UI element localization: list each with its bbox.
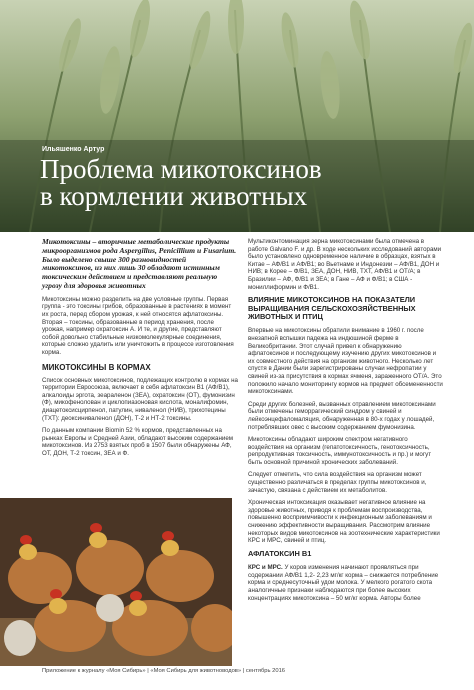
section-heading: МИКОТОКСИНЫ В КОРМАХ <box>42 362 151 372</box>
right-column <box>248 238 444 607</box>
title-line-2: в кормлении животных <box>40 181 308 211</box>
chickens-illustration <box>0 498 232 666</box>
paragraph: Хроническая интоксикация оказывает негативное влияние на здоровье животных, приводя к проблемам воспроизводства, повышенно восприимчивости к инфекционным заболеваниям и снижению эффективности выращивания. Рассмотрим влияние некоторых видов микотоксинов на зоотехнические характеристики КРС и МРС, свиней и птиц. <box>248 499 440 545</box>
paragraph: По данным компании Biomin 52 % кормов, представленных на рынках Европы и Средней Азии, обладают высоким содержанием микотоксинов. Из 2753 взятых проб в 1507 были обнаружены АФ, ОТ, ДОН, Т-2 токсин, ЗЕА и Ф. <box>42 427 234 457</box>
paragraph: Впервые на микотоксины обратили внимание в 1960 г. после внезапной вспышки падежа на индюшиной ферме в Великобритании. Этот случай привел к обнаружению афлатоксинов и последующему изучению других микотоксинов и их совместного действия на организм животного. Несколько лет спустя в Дании были зарегистрированы случаи нефропатии у свиней из-за присутствия в кормах ячменя, зараженного ОТ/А. Это положило начало мониторингу кормов на предмет обсемененности микотоксинами. <box>248 327 443 396</box>
chickens-photo <box>0 498 232 666</box>
inline-lead: КРС и МРС. <box>248 564 283 572</box>
page-footer: Приложение к журналу «Моя Сибирь» | «Моя Сибирь для животноводов» | сентябрь 2016 <box>42 668 286 674</box>
paragraph: Список основных микотоксинов, подлежащих контролю в кормах на территории Евросоюза, включает в себя афлатоксин В1 (АФ/В1), алкалоиды эргота, зеараленон (ЗЕА), охратоксин (ОТ), фумонизин (Ф), микофенолован и циклопиазоновая кислота, моналифомин, диацетоксисцирпенол, патулин, ниваленол (НИВ), трихотецины (ТХТ): деоксиниваленол (ДОН), Т-2 и НТ-2 токсины. <box>42 376 238 422</box>
paragraph: Среди других болезней, вызванных отравлением микотоксинами были отмечены геморрагический синдром у свиней и лейкоэнцефаломаляция, обнаруженная в 80-х годах у лошадей, потреблявших овес с высоким содержанием фумонизина. <box>248 400 436 431</box>
lead-paragraph: Микотоксины – вторичные метаболические продукты микроорганизмов рода Aspergillus, Penicillium и Fusarium. Было выделено свыше 300 разновидностей микотоксинов, из них лишь 30 обладают истинным токсическим действием и представляют реальную угрозу для здоровья животных <box>42 237 237 290</box>
paragraph: Микотоксины обладают широким спектром негативного воздействия на организм (гепатотоксичность, генотоксичность, репродуктивная токсичность, иммунотоксичность и пр.) и могут быть основной причиной хронических заболеваний. <box>248 436 432 466</box>
page-title <box>40 156 460 210</box>
paragraph <box>248 564 444 602</box>
section-heading: ВЛИЯНИЕ МИКОТОКСИНОВ НА ПОКАЗАТЕЛИ ВЫРАЩИВАНИЯ СЕЛЬСКОХОЗЯЙСТВЕННЫХ ЖИВОТНЫХ И ПТИЦ <box>248 295 416 321</box>
paragraph: Следует отметить, что сила воздействия на организм может существенно различаться в пределах группы микотоксинов и, зачастую, связана с действием их метаболитов. <box>248 471 427 494</box>
paragraph-text: У коров изменения начинают проявляться при содержании АФ/В1 1,2- 2,23 мг/кг корма – снижается потребление корма и среднесуточный удои молока. У мелкого рогатого скота аналогичные признаки наблюдаются при более высоких концентрациях микотоксина – 50 мг/кг корма. Авторы более <box>248 564 439 602</box>
paragraph: Микотоксины можно разделить на две условные группы. Первая группа - это токсины грибов, образованные в растениях в момент их роста, перед сбором урожая, к ней относятся афлатоксины. Вторая – токсины, образованные в период хранения, после урожая, например охратоксин А. И те, и другие, представляют собой довольно стабильные низкомолекулярные соединения, которые сложно удалить или уничтожить в процессе изготовления корма. <box>42 295 234 356</box>
title-line-1: Проблема микотоксинов <box>40 154 322 184</box>
author-name: Ильяшенко Артур <box>42 146 105 153</box>
hero-image <box>0 0 474 232</box>
section-heading: АФЛАТОКСИН В1 <box>248 548 312 558</box>
left-column <box>42 238 238 462</box>
paragraph: Мультиконтоминация зерна микотоксинами была отмечена в работе Galvano F. и др. В ходе нескольких исследований авторами было установлено одновременное наличие в образцах, взятых в Китае – АФ/В1 и АФ/В1; во Вьетнаме и Индонезии – АФ/В1, ДОН и НИВ; в Корее – Ф/В1, ЗЕА, ДОН, НИВ, ТХТ, АФ/В1 и ОТ/А; в Бразилии – АФ, Ф/В1 и ЗЕА; в Гане – АФ и Ф/В1; в США - мониллиформин и Ф/В1. <box>248 238 442 291</box>
